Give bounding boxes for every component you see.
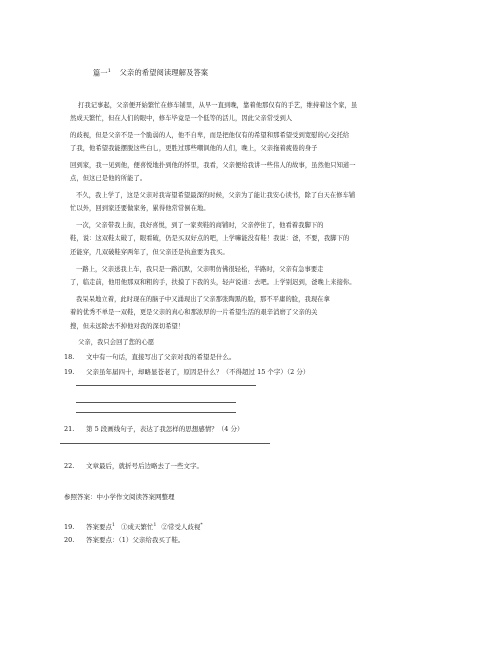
article-line: 鞋，说：这双鞋太破了，眼看破，仍是买双好点的吧，上学嘛能没有鞋！我说：爸，不要，我脚下的: [70, 235, 350, 242]
answer-text: 答案要点: [86, 523, 112, 531]
answer-superscript: 1: [153, 522, 157, 528]
answer-19: [64, 522, 203, 531]
article-line: 忙以外，回到家还要做家务，累得他常常倒在地。: [70, 205, 210, 212]
answers-heading: 参照答案：中小学作文阅读答案网整理: [64, 493, 175, 501]
answer-text: 答案要点：（1）父亲给我买了鞋。: [86, 536, 185, 544]
question-22: [64, 461, 203, 470]
article-line: 还能穿，几双破鞋穿两年了，但父亲还是执意要为我买。: [70, 249, 229, 256]
title-text: 父亲的希望阅读理解及答案: [119, 68, 209, 78]
answer-point-2: ②常受人歧视: [161, 523, 201, 531]
page-title: [93, 68, 208, 78]
article-line: 打我记事起，父亲便开始繁忙在修车铺里，从早一直到晚，靠着他那仅有的手艺，维持着这个家，虽: [78, 102, 358, 109]
article-line: 着的优秀不单是一双鞋，更是父亲的真心和那浓厚的一片希望生活的艰辛消磨了父亲的关: [70, 309, 318, 316]
article-line: 一路上，父亲送我上车，我只是一路沉默，父亲明仿佛很轻松，半路时，父亲有急事要走: [76, 266, 324, 273]
question-number: 22.: [64, 462, 75, 470]
answer-line: [76, 412, 236, 413]
article-line: 一次，父亲带我上街，我好喜悦，到了一家卖鞋的商铺时，父亲停住了，他看着我脚下的: [76, 222, 324, 229]
answer-superscript: *: [200, 522, 203, 528]
title-prefix: 篇一: [93, 68, 108, 78]
question-19: [64, 367, 309, 376]
answer-20: [64, 535, 184, 544]
answer-point-1: ①成天繁忙: [120, 523, 154, 531]
question-text: 文章最后，就折号后边略去了一些文字。: [86, 462, 203, 470]
article-line: 然成天繁忙，但在人们的眼中，修车毕竟是一个低等的活儿，因此父亲常受到人: [70, 115, 293, 122]
question-text: 文中有一句话，直接写出了父亲对我的希望是什么。: [86, 353, 236, 361]
question-number: 19.: [64, 368, 75, 376]
article-line: 不久，我上学了，这是父亲对我寄望希望最深的时候，父亲为了能让我安心读书，除了白天在修车铺: [76, 192, 356, 199]
question-text: 父亲虽年届四十，却略显苍老了，原因是什么？（不得超过 15 个字）（2 分）: [86, 368, 310, 376]
article-line: 回到家，我一见到他，便喜悦地扑到他的怀里，我看，父亲便给我讲一些伟人的故事，虽然他只知道一: [70, 162, 356, 169]
answer-line: [60, 443, 270, 444]
answer-line: [76, 385, 256, 386]
article-line: 我呆呆地立着，此时现在的脑子中又涌现出了父亲那张陶黑的脸，那不平庸的脸，我现在拿: [76, 296, 330, 303]
answer-number: 19.: [64, 523, 75, 531]
article-line: 搜，但未远除去不掉他对我的深切希望！: [70, 323, 185, 330]
question-18: [64, 352, 236, 361]
answer-superscript: 1: [112, 522, 115, 528]
article-line: 了，临走前，他用他那双和粗的手，扶摸了下我的头，轻声说道：去吧。上学别迟到，爸晚上来接你。: [70, 279, 356, 286]
question-text: 第 5 段画线句子，表达了我怎样的思想感情？（4 分）: [86, 425, 244, 433]
article-line: 点，但这已是他的所能了。: [70, 175, 147, 182]
question-number: 21.: [64, 425, 75, 433]
article-line: 父亲，我只会回了您的心愿: [78, 339, 155, 346]
answer-number: 20.: [64, 536, 75, 544]
article-line: 了我，他希望我能摆脱这些白乚，更胜过那些嘲讽他的人们，晚上，父亲拖着疲倦的身子: [70, 145, 318, 152]
article-line: 的歧视，但是父亲不是一个脆弱的人，他不自卑，而是把他仅有的希望和那希望受到宽慰的心交托给: [70, 132, 350, 139]
title-superscript: 1: [107, 68, 112, 74]
question-21: [64, 424, 243, 433]
answer-line: [76, 402, 236, 403]
question-number: 18.: [64, 353, 75, 361]
